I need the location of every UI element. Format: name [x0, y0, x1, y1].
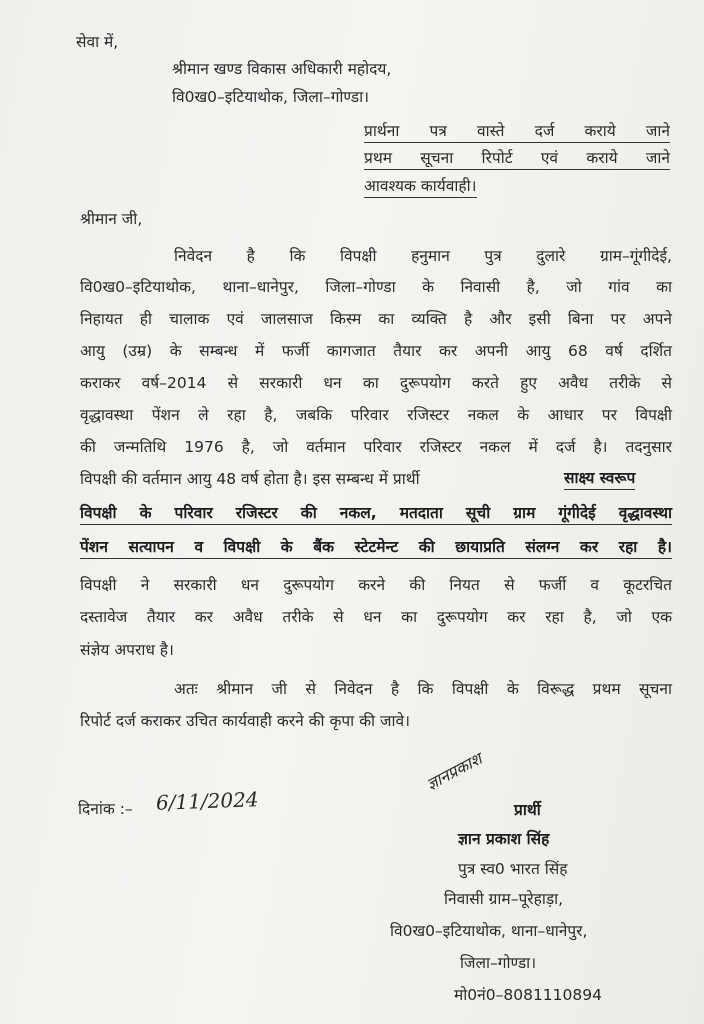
body-line-emphasis: विपक्षी के परिवार रजिस्टर की नकल, मतदाता सूची ग्राम गूंगीदेई वृद्धावस्था — [80, 503, 672, 525]
subject-line-3: आवश्यक कार्यवाही। — [364, 176, 477, 198]
body-line: निहायत ही चालाक एवं जालसाज किस्म का व्यक्ति है और इसी बिना पर अपने — [80, 310, 672, 328]
signatory-address-1: निवासी ग्राम–पूरेहाड़ा, — [444, 890, 564, 908]
signatory-mobile: मो0नं0–8081110894 — [454, 986, 602, 1004]
greeting: श्रीमान जी, — [80, 210, 143, 228]
body-line: वि0ख0–इटियाथोक, थाना–धानेपुर, जिला–गोण्डा के निवासी है, जो गांव का — [80, 278, 672, 296]
body-line: विपक्षी ने सरकारी धन दुरूपयोग करने की नियत से फर्जी व कूटरचित — [80, 576, 672, 594]
signatory-title: प्रार्थी — [514, 801, 541, 819]
salutation-to: सेवा में, — [76, 33, 119, 51]
body-line-emphasis: पेंशन सत्यापन व विपक्षी के बैंक स्टेटमेन्ट की छायाप्रति संलग्न कर रहा है। — [80, 537, 672, 559]
body-line: आयु (उम्र) के सम्बन्ध में फर्जी कागजात तैयार कर अपनी आयु 68 वर्ष दर्शित — [80, 342, 672, 360]
body-line: अतः श्रीमान जी से निवेदन है कि विपक्षी के विरूद्ध प्रथम सूचना — [174, 680, 672, 698]
subject-line-1: प्रार्थना पत्र वास्ते दर्ज कराये जाने — [364, 121, 670, 143]
subject-line-2: प्रथम सूचना रिपोर्ट एवं कराये जाने — [364, 148, 670, 170]
date-label: दिनांक :– — [78, 800, 133, 818]
date-handwritten: 6/11/2024 — [155, 787, 259, 815]
body-line: दस्तावेज तैयार कर अवैध तरीके से धन का दुरूपयोग कर रहा है, जो एक — [80, 608, 672, 626]
body-line: की जन्मतिथि 1976 है, जो वर्तमान परिवार रजिस्टर नकल में दर्ज है। तदनुसार — [80, 438, 672, 456]
handwritten-signature: ज्ञानप्रकाश — [423, 749, 485, 794]
recipient-line-2: वि0ख0–इटियाथोक, जिला–गोण्डा। — [172, 88, 369, 106]
body-line-emphasis: साक्ष्य स्वरूप — [564, 468, 635, 490]
body-line: संज्ञेय अपराध है। — [80, 641, 174, 659]
body-line: वृद्धावस्था पेंशन ले रहा है, जबकि परिवार रजिस्टर नकल के आधार पर विपक्षी — [80, 406, 672, 424]
body-line: कराकर वर्ष–2014 से सरकारी धन का दुरूपयोग करते हुए अवैध तरीके से — [80, 374, 672, 392]
recipient-line-1: श्रीमान खण्ड विकास अधिकारी महोदय, — [172, 60, 392, 78]
body-line-plain: विपक्षी की वर्तमान आयु 48 वर्ष होता है। इस सम्बन्ध में प्रार्थी — [80, 470, 420, 488]
signatory-address-3: जिला–गोण्डा। — [460, 954, 537, 972]
signatory-name: ज्ञान प्रकाश सिंह — [458, 830, 550, 848]
body-line: निवेदन है कि विपक्षी हनुमान पुत्र दुलारे ग्राम–गूंगीदेई, — [174, 247, 672, 265]
body-line: रिपोर्ट दर्ज कराकर उचित कार्यवाही करने की कृपा की जावे। — [80, 712, 410, 730]
signatory-father: पुत्र स्व0 भारत सिंह — [458, 860, 568, 878]
signatory-address-2: वि0ख0–इटियाथोक, थाना–धानेपुर, — [390, 922, 588, 940]
